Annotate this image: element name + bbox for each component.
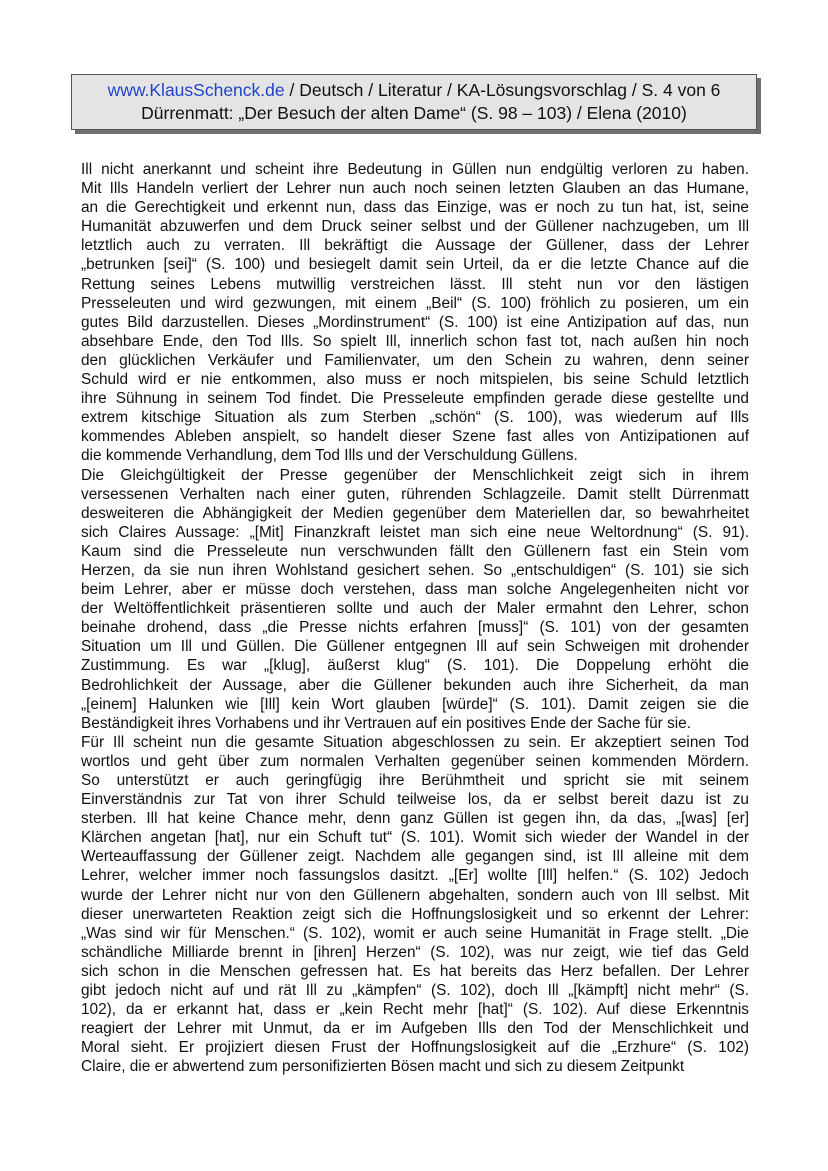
text-line: sterben. Ill hat keine Chance mehr, denn ganz Güllen ist gegen ihn, da das, „[was] [er] xyxy=(81,810,749,828)
text-line: ihre Sühnung in seinem Tod findet. Die Presseleute empfinden gerade diese gestellte und xyxy=(81,390,749,408)
text-line: Die Gleichgültigkeit der Presse gegenüber der Menschlichkeit zeigt sich in ihrem xyxy=(81,466,749,484)
text-line: Schuld wird er nie entkommen, also muss er noch mitspielen, bis seine Schuld letztlich xyxy=(81,371,749,389)
text-line: Beständigkeit ihres Vorhabens und ihr Vertrauen auf ein positives Ende der Sache für sie. xyxy=(81,714,692,732)
text-line: absehbare Ende, den Tod Ills. So spielt Ill, innerlich schon fast tot, nach außen hin noch xyxy=(81,332,749,350)
text-line: Situation um Ill und Güllen. Die Güllener entgegnen Ill auf sein Schweigen mit drohender xyxy=(81,638,749,656)
text-line: Werteauffassung der Güllener zeigt. Nachdem alle gegangen sind, ist Ill alleine mit dem xyxy=(81,848,749,866)
text-line: Rettung seines Lebens mutwillig verstreichen lässt. Ill steht nun vor den lästigen xyxy=(81,275,749,293)
text-line: So unterstützt er auch geringfügig ihre Berühmtheit und spricht sie mit seinem xyxy=(81,772,749,789)
text-line: 102), da er erkannt hat, dass er „kein Recht mehr [hat]“ (S. 102). Auf diese Erkenntnis xyxy=(81,1001,749,1019)
text-line: Ill nicht anerkannt und scheint ihre Bedeutung in Güllen nun endgültig verloren zu haben. xyxy=(81,161,749,178)
site-link[interactable]: www.KlausSchenck.de xyxy=(107,80,285,100)
header-breadcrumb xyxy=(72,79,756,102)
text-line: Klärchen angetan [hat], nur ein Schuft tut“ (S. 101). Womit sich wieder der Wandel in der xyxy=(81,829,749,847)
text-line: dieser unerwarteten Reaktion zeigt sich die Hoffnungslosigkeit und so erkennt der Lehrer: xyxy=(81,905,749,923)
text-line: Mit Ills Handeln verliert der Lehrer nun auch noch seinen letzten Glauben an das Humane, xyxy=(81,180,749,198)
text-line: die kommende Verhandlung, dem Tod Ills und der Verschuldung Güllens. xyxy=(81,447,578,465)
header-subtitle: Dürrenmatt: „Der Besuch der alten Dame“ (S. 98 – 103) / Elena (2010) xyxy=(141,103,687,123)
text-line: „[einem] Halunken wie [Ill] kein Wort glauben [würde]“ (S. 101). Damit zeigen sie die xyxy=(81,695,749,713)
text-line: sich Claires Aussage: „[Mit] Finanzkraft leistet man sich eine neue Weltordnung“ (S. 91). xyxy=(81,523,749,541)
text-line: wortlos und geht über zum normalen Verhalten gegenüber seinen kommenden Mördern. xyxy=(81,752,749,770)
page-header xyxy=(71,74,757,130)
text-line: Lehrer, welcher immer noch fassungslos dasitzt. „[Er] wollte [Ill] helfen.“ (S. 102) Jedoch xyxy=(81,867,749,885)
text-line: den glücklichen Verkäufer und Familienvater, um den Schein zu wahren, denn seiner xyxy=(81,351,749,369)
text-line: beinahe drohend, dass „die Presse nichts erfahren [muss]“ (S. 101) von der gesamten xyxy=(81,619,749,637)
text-line: desweiteren die Abhängigkeit der Medien gegenüber dem Materiellen dar, so bewahrheitet xyxy=(81,504,749,522)
text-line: „Was sind wir für Menschen.“ (S. 102), womit er auch seine Humanität in Frage stellt. „Die xyxy=(81,924,749,942)
text-line: schändliche Milliarde brennt in [ihren] Herzen“ (S. 102), was nur zeigt, wie tief das Geld xyxy=(81,943,749,961)
text-line: beim Lehrer, aber er müsse doch verstehen, dass man solche Angelegenheiten nicht vor xyxy=(81,581,749,599)
text-line: Moral sieht. Er projiziert diesen Frust der Hoffnungslosigkeit auf die „Erzhure“ (S. 102) xyxy=(81,1039,749,1057)
text-line: Herzen, da sie nun ihren Wohlstand gesichert sehen. So „entschuldigen“ (S. 101) sie sich xyxy=(81,561,749,579)
text-line: wurde der Lehrer nicht nur von den Güllenern abgehalten, sondern auch von Ill selbst. Mit xyxy=(81,886,749,904)
text-line: Claire, die er abwertend zum personifizierten Bösen macht und sich zu diesem Zeitpunkt xyxy=(81,1058,685,1076)
text-line: der Weltöffentlichkeit präsentieren sollte und auch der Maler ermahnt den Lehrer, schon xyxy=(81,600,749,618)
body-text xyxy=(81,160,749,1077)
text-line: versessenen Verhalten nach einer guten, rührenden Schlagzeile. Damit stellt Dürrenmatt xyxy=(81,485,749,503)
text-line: an die Gerechtigkeit und erkennt nun, dass das Einzige, was er noch zu tun hat, ist, seine xyxy=(81,199,749,217)
text-line: Zustimmung. Es war „[klug], äußerst klug“ (S. 101). Die Doppelung erhöht die xyxy=(81,657,749,675)
text-line: gutes Bild darzustellen. Dieses „Mordinstrument“ (S. 100) ist eine Antizipation auf das, nun xyxy=(81,313,749,331)
text-line: Kaum sind die Presseleute nun verschwunden fällt den Güllenern fast ein Stein vom xyxy=(81,542,749,560)
text-line: gibt jedoch nicht auf und rät Ill zu „kämpfen“ (S. 102), doch Ill „[kämpft] nicht mehr“ (S. xyxy=(81,982,749,1000)
text-line: letztlich auch zu verraten. Ill bekräftigt die Aussage der Güllener, dass der Lehrer xyxy=(81,237,749,255)
text-line: extrem kitschige Situation als zum Sterben „schön“ (S. 100), was wiederum auf Ills xyxy=(81,409,749,427)
text-line: „betrunken [sei]“ (S. 100) und besiegelt damit sein Urteil, da er die letzte Chance auf die xyxy=(81,256,749,274)
text-line: Für Ill scheint nun die gesamte Situation abgeschlossen zu sein. Er akzeptiert seinen Tod xyxy=(81,733,749,751)
text-line: kommendes Ableben anspielt, so handelt dieser Szene fast alles von Antizipationen auf xyxy=(81,428,749,446)
text-line: reagiert der Lehrer mit Unmut, da er im Aufgeben Ills den Tod der Menschlichkeit und xyxy=(81,1020,749,1038)
text-line: sich schon in die Menschen gefressen hat. Es hat bereits das Herz befallen. Der Lehrer xyxy=(81,962,749,980)
text-line: Presseleuten und wird gezwungen, mit einem „Beil“ (S. 100) fröhlich zu posieren, um ein xyxy=(81,294,749,312)
text-line: Bedrohlichkeit der Aussage, aber die Güllener bekunden auch ihre Sicherheit, da man xyxy=(81,676,749,694)
header-breadcrumb-text: / Deutsch / Literatur / KA-Lösungsvorschlag / S. 4 von 6 xyxy=(284,80,721,100)
text-line: Einverständnis zur Tat von ihrer Schuld teilweise los, da er selbst bereit dazu ist zu xyxy=(81,791,749,809)
text-line: Humanität abzuwerfen und dem Druck seiner selbst und der Güllener nachzugeben, um Ill xyxy=(81,218,749,236)
